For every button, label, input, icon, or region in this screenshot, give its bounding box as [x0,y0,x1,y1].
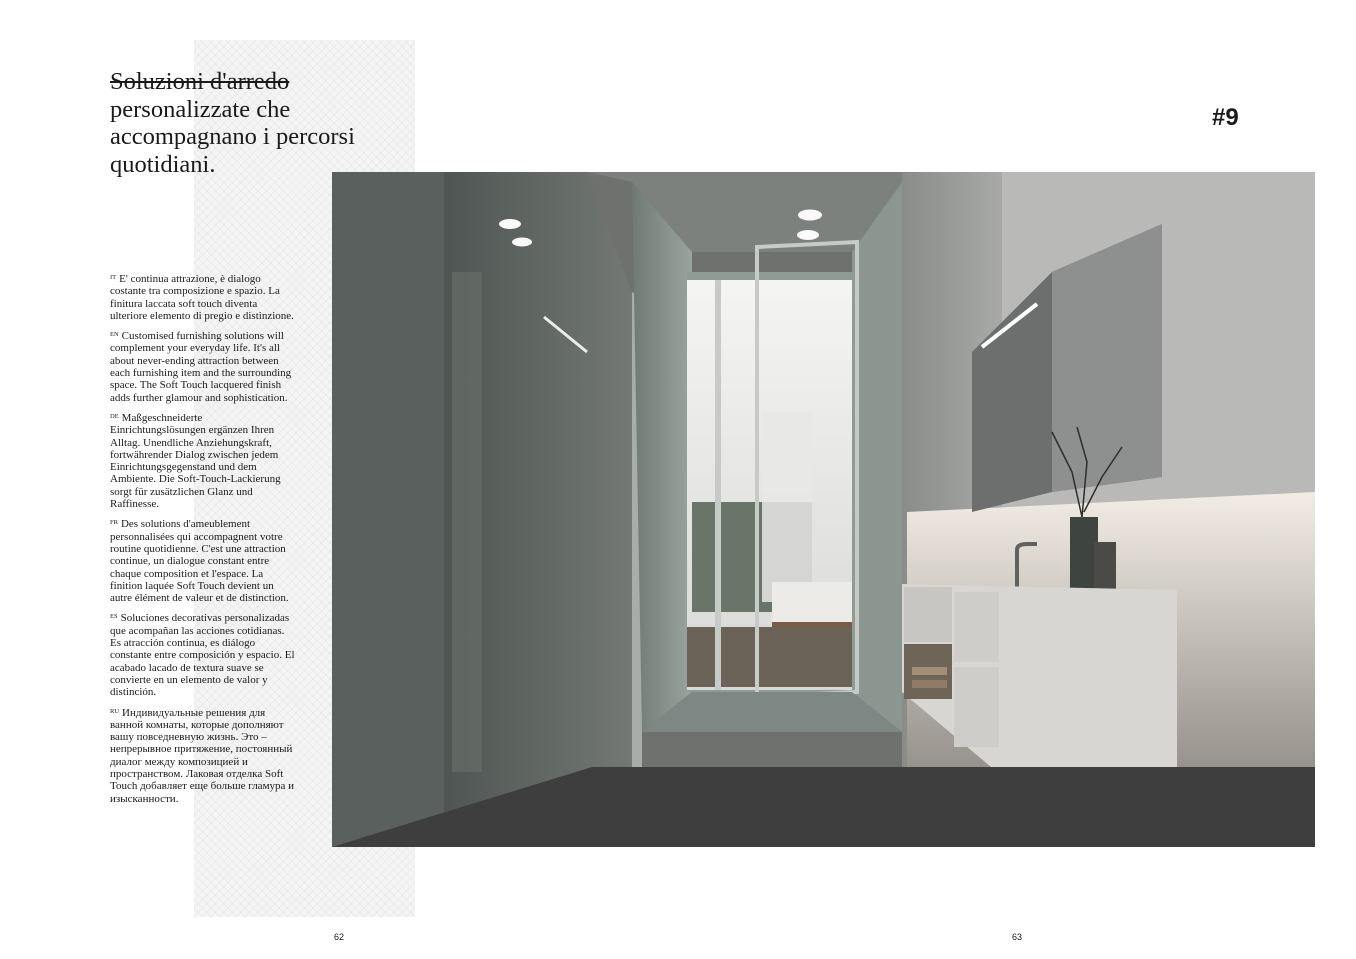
bathroom-photo [332,172,1315,847]
paragraph-text-es: Soluciones decorativas personalizadas que acompañan las acciones cotidianas. Es atracción continua, es diálogo constante entre composición y espacio. El acabado lacado de textura suave se convierte en un elemento de valor y distinción. [110,612,295,699]
paragraph-es [110,611,295,698]
towel-icon [912,680,947,688]
multilingual-description [110,272,295,812]
curtain [762,412,812,602]
page-number-left: 62 [334,932,345,942]
wall-reflection [452,272,482,772]
ceiling-light-icon [499,219,521,229]
window-mullion [715,280,721,690]
lang-code-en: EN [110,331,119,339]
ceiling-light-icon [798,210,822,221]
left-wall [332,172,447,847]
paragraph-text-it: E' continua attrazione, è dialogo costante tra composizione e spazio. La finitura laccata soft touch diventa ulteriore elemento di pregio e distinzione. [110,273,294,322]
lang-code-fr: FR [110,519,118,527]
bathroom-illustration [332,172,1315,847]
floor-bedroom [687,627,852,687]
paragraph-fr [110,517,295,604]
second-vase [1094,542,1116,592]
ceiling-light-icon [512,238,532,247]
vase [1070,517,1098,592]
vanity-drawer [954,592,999,662]
bed [772,582,852,622]
headline-struck-text: Soluzioni d'arredo [110,68,290,95]
headline-text: personalizzate che accompagnano i percorsi quotidiani. [110,95,355,178]
page-number-right: 63 [1012,932,1023,942]
vanity-drawer [904,587,952,642]
paragraph-text-ru: Индивидуальные решения для ванной комнаты, которые дополняют вашу повседневную жизнь. Это – непрерывное притяжение, постоянный диалог между композицией и пространством. Лаковая отделка Soft Touch добавляет еще больше гламура и изысканности. [110,706,295,805]
lang-code-es: ES [110,613,118,621]
section-number: #9 [1212,104,1239,131]
page-headline [110,68,410,178]
ceiling-light-icon [797,230,819,240]
paragraph-text-fr: Des solutions d'ameublement personnalisées qui accompagnent votre routine quotidienne. C'est une attraction continue, un dialogue constant entre chaque composition et l'espace. La finition laquée Soft Touch devient un autre élément de valeur et de distinction. [110,518,289,605]
paragraph-en [110,329,295,404]
lang-code-de: DE [110,412,119,420]
paragraph-text-de: Maßgeschneiderte Einrichtungslösungen ergänzen Ihren Alltag. Unendliche Anziehungskraft, fortwährender Dialog zwischen jedem Einrichtungsgegenstand und dem Ambiente. Die Soft-Touch-Lackierung sorgt für zusätzlichen Glanz und Raffinesse. [110,411,281,511]
paragraph-ru [110,706,295,805]
niche-right-wall [852,182,902,732]
paragraph-it [110,272,295,322]
lang-code-ru: RU [110,707,120,715]
lang-code-it: IT [110,274,117,281]
vanity-drawer [954,667,999,747]
niche-left-wall [632,182,692,732]
towel-icon [912,667,947,675]
paragraph-de [110,411,295,510]
paragraph-text-en: Customised furnishing solutions will complement your everyday life. It's all about never-ending attraction between each furnishing item and the surrounding space. The Soft Touch lacquered finish adds further glamour and sophistication. [110,330,292,404]
